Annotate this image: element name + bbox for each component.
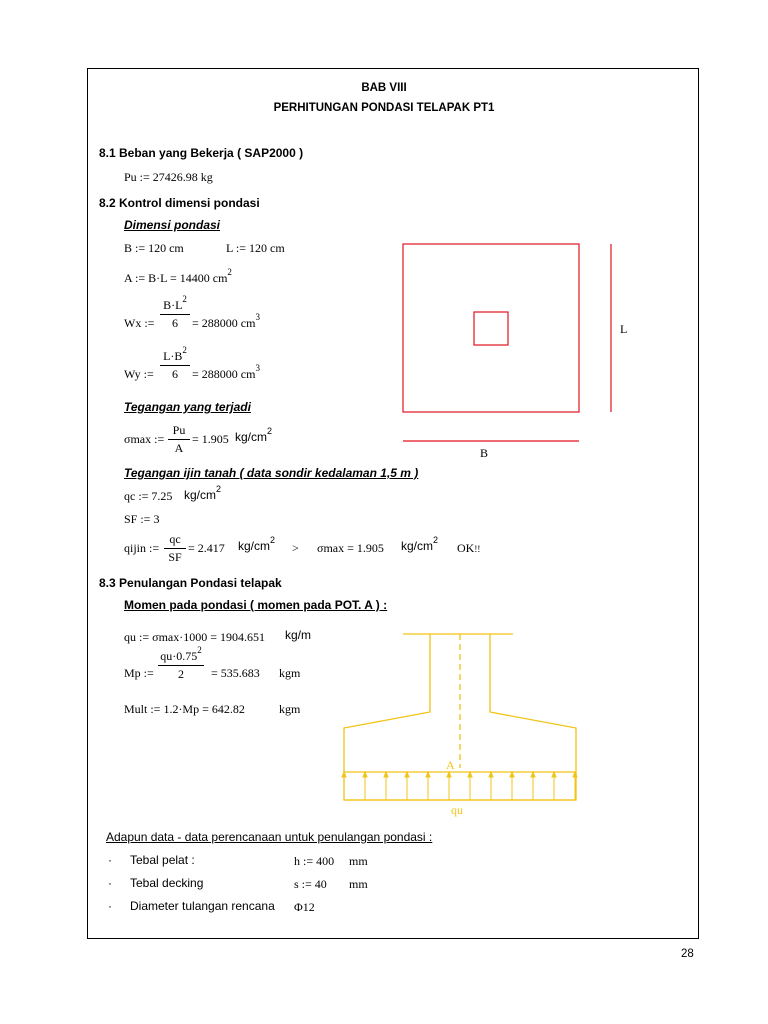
data-item-unit: mm: [349, 854, 368, 868]
compare-smax: σmax = 1.905: [317, 541, 384, 555]
load-arrow-head: [468, 772, 472, 777]
list-bullet: ·: [108, 876, 112, 890]
smax-lhs: σmax :=: [124, 432, 165, 446]
diagram-label-qu: qu: [451, 803, 463, 817]
wy-rhs: = 288000 $cm^3$: [192, 363, 260, 381]
data-intro: Adapun data - data perencanaan untuk penulangan pondasi :: [106, 830, 433, 844]
load-arrow-head: [552, 772, 556, 777]
list-bullet: ·: [108, 853, 112, 867]
section-8-3-heading: 8.3 Penulangan Pondasi telapak: [99, 576, 282, 590]
diagram-label-l: L: [620, 322, 628, 336]
ok-label: OK!!: [457, 541, 481, 555]
wy-lhs: Wy :=: [124, 367, 154, 381]
compare-unit: $kg/cm^2$: [401, 535, 439, 553]
qu-load-arrows: [342, 772, 577, 800]
momen-subheading: Momen pada pondasi ( momen pada POT. A ) :: [124, 598, 388, 612]
data-item-value: Φ12: [294, 900, 315, 914]
a-formula: A := B·L = 14400 $cm^2$: [124, 267, 232, 285]
mp-unit: kgm: [279, 666, 301, 680]
section-8-1-heading: 8.1 Beban yang Bekerja ( SAP2000 ): [99, 146, 304, 160]
b-formula: B := 120 cm: [124, 241, 184, 255]
chapter-label: BAB VIII: [361, 82, 407, 94]
tegangan-terjadi-subheading: Tegangan yang terjadi: [124, 400, 251, 414]
smax-unit: $kg/cm^2$: [235, 426, 273, 444]
data-item-value: s := 40: [294, 877, 327, 891]
qijin-fraction: qc SF: [164, 532, 186, 565]
dimensi-pondasi-subheading: Dimensi pondasi: [124, 218, 221, 232]
qijin-rhs: = 2.417: [188, 541, 225, 555]
page-number: 28: [681, 948, 694, 960]
sf-formula: SF := 3: [124, 512, 160, 526]
mult-formula: Mult := 1.2·Mp = 642.82: [124, 702, 245, 716]
wx-rhs: = 288000 $cm^3$: [192, 312, 260, 330]
load-arrow-head: [342, 772, 346, 777]
diagram-label-a: A: [446, 758, 455, 772]
load-arrow-head: [405, 772, 409, 777]
tegangan-ijin-subheading: Tegangan ijin tanah ( data sondir kedalaman 1,5 m ): [124, 466, 419, 480]
data-item-value: h := 400: [294, 854, 335, 868]
load-arrow-head: [489, 772, 493, 777]
data-item-label: Diameter tulangan rencana: [130, 899, 275, 913]
data-item-label: Tebal pelat :: [130, 853, 195, 867]
load-arrow-head: [531, 772, 535, 777]
pu-formula: Pu := 27426.98 kg: [124, 170, 213, 184]
load-arrow-head: [510, 772, 514, 777]
qijin-unit: $kg/cm^2$: [238, 535, 276, 553]
mult-unit: kgm: [279, 702, 301, 716]
section-8-2-heading: 8.2 Kontrol dimensi pondasi: [99, 196, 260, 210]
wy-fraction: $L\cdot B^2$ 6: [160, 349, 190, 382]
data-item-unit: mm: [349, 877, 368, 891]
qu-unit: kg/m: [285, 628, 312, 642]
chapter-title: PERHITUNGAN PONDASI TELAPAK PT1: [273, 102, 495, 114]
list-bullet: ·: [108, 899, 112, 913]
smax-fraction: Pu A: [168, 423, 190, 456]
qijin-lhs: qijin :=: [124, 541, 160, 555]
load-arrow-head: [363, 772, 367, 777]
load-arrow-head: [384, 772, 388, 777]
l-formula: L := 120 cm: [226, 241, 285, 255]
mp-fraction: $qu\cdot 0.75^2$ 2: [158, 649, 204, 682]
qc-unit: $kg/cm^2$: [184, 484, 222, 502]
wx-fraction: $B\cdot L^2$ 6: [160, 298, 190, 331]
smax-rhs: = 1.905: [192, 432, 229, 446]
qu-formula: qu := σmax·1000 = 1904.651: [124, 630, 265, 644]
greater-than: >: [292, 541, 299, 555]
load-arrow-head: [426, 772, 430, 777]
mp-rhs: = 535.683: [211, 666, 260, 680]
diagram-label-b: B: [480, 446, 489, 460]
data-item-label: Tebal decking: [130, 876, 204, 890]
qc-formula: qc := 7.25: [124, 489, 173, 503]
mp-lhs: Mp :=: [124, 666, 154, 680]
wx-lhs: Wx :=: [124, 316, 155, 330]
